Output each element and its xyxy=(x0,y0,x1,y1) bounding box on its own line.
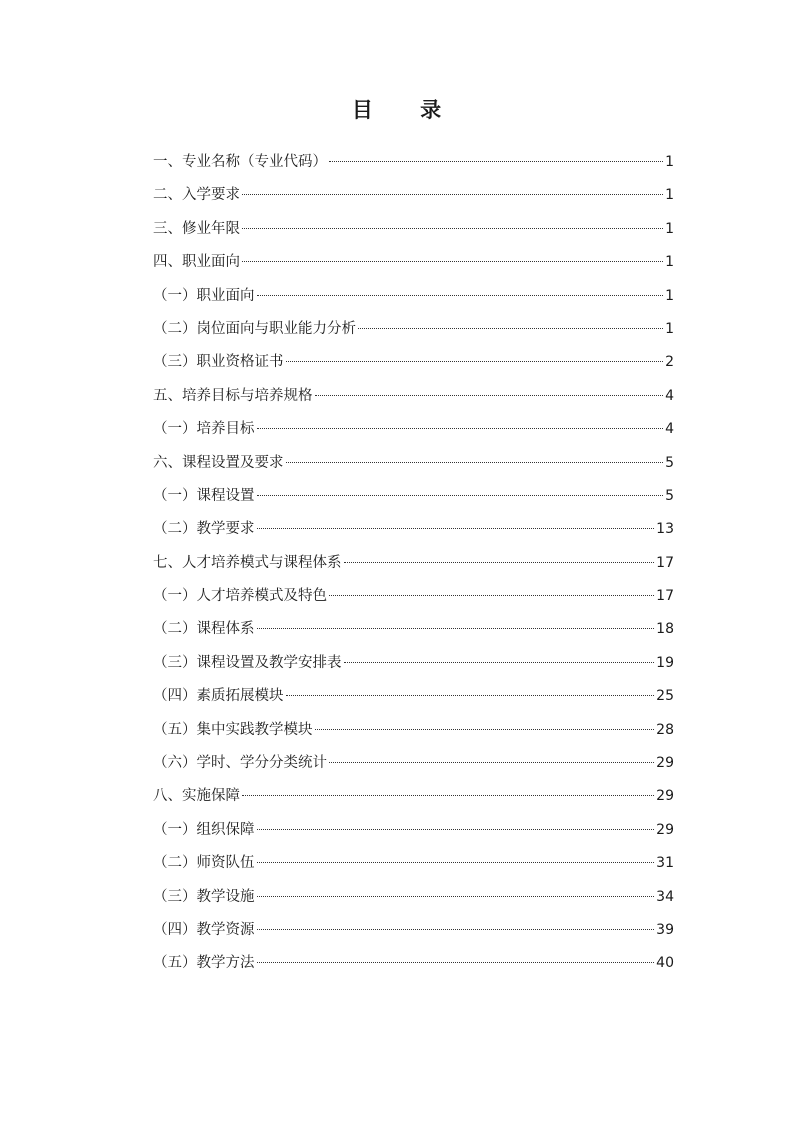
toc-entry-page-number: 4 xyxy=(665,387,674,404)
toc-entry-page-number: 39 xyxy=(656,921,674,938)
toc-entry-label: 二、入学要求 xyxy=(153,187,240,204)
toc-entry-label: （三）课程设置及教学安排表 xyxy=(153,654,342,671)
toc-dot-leader xyxy=(344,662,655,663)
toc-entry[interactable] xyxy=(153,747,674,780)
toc-entry-page-number: 1 xyxy=(665,220,674,237)
toc-entry-page-number: 40 xyxy=(656,955,674,972)
toc-entry-label: （五）教学方法 xyxy=(153,955,255,972)
toc-entry[interactable] xyxy=(153,814,674,847)
toc-entry[interactable] xyxy=(153,413,674,446)
toc-dot-leader xyxy=(257,862,655,863)
toc-entry-page-number: 25 xyxy=(656,688,674,705)
toc-dot-leader xyxy=(257,295,664,296)
toc-entry[interactable] xyxy=(153,346,674,379)
toc-entry[interactable] xyxy=(153,881,674,914)
toc-entry-page-number: 17 xyxy=(656,588,674,605)
toc-entry-page-number: 18 xyxy=(656,621,674,638)
toc-entry-page-number: 4 xyxy=(665,421,674,438)
toc-entry-page-number: 29 xyxy=(656,755,674,772)
toc-entry-label: 七、人才培养模式与课程体系 xyxy=(153,554,342,571)
toc-entry[interactable] xyxy=(153,780,674,813)
toc-title: 目 录 xyxy=(351,98,462,122)
toc-entry[interactable] xyxy=(153,447,674,480)
toc-entry[interactable] xyxy=(153,914,674,947)
toc-entry-page-number: 17 xyxy=(656,554,674,571)
toc-entry-label: （三）教学设施 xyxy=(153,888,255,905)
toc-dot-leader xyxy=(257,528,655,529)
toc-entry[interactable] xyxy=(153,380,674,413)
toc-entry[interactable] xyxy=(153,246,674,279)
toc-entry-page-number: 1 xyxy=(665,154,674,170)
toc-dot-leader xyxy=(257,428,664,429)
toc-entry[interactable] xyxy=(153,580,674,613)
toc-dot-leader xyxy=(242,228,663,229)
toc-entry-page-number: 29 xyxy=(656,821,674,838)
toc-entry-label: （一）人才培养模式及特色 xyxy=(153,588,327,605)
toc-entry-page-number: 2 xyxy=(665,354,674,371)
toc-entry-page-number: 1 xyxy=(665,320,674,337)
toc-entry[interactable] xyxy=(153,280,674,313)
toc-entry-label: （一）职业面向 xyxy=(153,287,255,304)
toc-entry-page-number: 1 xyxy=(665,287,674,304)
toc-dot-leader xyxy=(257,962,655,963)
toc-entry-label: （三）职业资格证书 xyxy=(153,354,284,371)
toc-dot-leader xyxy=(257,896,655,897)
toc-entry[interactable] xyxy=(153,847,674,880)
toc-entry-label: （六）学时、学分分类统计 xyxy=(153,755,327,772)
toc-entry-page-number: 34 xyxy=(656,888,674,905)
toc-dot-leader xyxy=(358,328,663,329)
toc-entry[interactable] xyxy=(153,714,674,747)
toc-entry-label: （二）师资队伍 xyxy=(153,855,255,872)
toc-entry-label: （二）教学要求 xyxy=(153,521,255,538)
toc-entry-label: （二）岗位面向与职业能力分析 xyxy=(153,320,356,337)
toc-entry[interactable] xyxy=(153,213,674,246)
toc-entry[interactable] xyxy=(153,179,674,212)
toc-entry-label: 八、实施保障 xyxy=(153,788,240,805)
toc-entry-label: （二）课程体系 xyxy=(153,621,255,638)
toc-entry-label: （一）组织保障 xyxy=(153,821,255,838)
toc-entry-page-number: 29 xyxy=(656,788,674,805)
toc-dot-leader xyxy=(242,194,663,195)
toc-entry[interactable] xyxy=(153,947,674,980)
toc-entry-page-number: 31 xyxy=(656,855,674,872)
toc-dot-leader xyxy=(257,929,655,930)
toc-entry-page-number: 1 xyxy=(665,187,674,204)
toc-entry-page-number: 28 xyxy=(656,721,674,738)
toc-entry[interactable] xyxy=(153,547,674,580)
toc-dot-leader xyxy=(329,161,663,162)
toc-entry-label: （四）素质拓展模块 xyxy=(153,688,284,705)
toc-entry[interactable] xyxy=(153,613,674,646)
toc-entry[interactable] xyxy=(153,513,674,546)
toc-entry-label: （五）集中实践教学模块 xyxy=(153,721,313,738)
toc-entry-label: （一）培养目标 xyxy=(153,421,255,438)
toc-entry-label: （四）教学资源 xyxy=(153,921,255,938)
toc-entry[interactable] xyxy=(153,480,674,513)
toc-dot-leader xyxy=(286,462,664,463)
toc-entry-page-number: 5 xyxy=(665,454,674,471)
toc-dot-leader xyxy=(242,795,654,796)
toc-dot-leader xyxy=(242,261,663,262)
toc-entry-label: （一）课程设置 xyxy=(153,487,255,504)
toc-entry-page-number: 19 xyxy=(656,654,674,671)
table-of-contents xyxy=(153,146,674,981)
toc-entry[interactable] xyxy=(153,647,674,680)
toc-dot-leader xyxy=(344,562,655,563)
toc-entry-label: 五、培养目标与培养规格 xyxy=(153,387,313,404)
toc-entry-label: 一、专业名称（专业代码） xyxy=(153,154,327,170)
toc-dot-leader xyxy=(286,695,655,696)
toc-entry-label: 六、课程设置及要求 xyxy=(153,454,284,471)
toc-entry-label: 四、职业面向 xyxy=(153,254,240,271)
toc-dot-leader xyxy=(315,729,655,730)
toc-dot-leader xyxy=(329,595,654,596)
toc-entry-label: 三、修业年限 xyxy=(153,220,240,237)
toc-dot-leader xyxy=(257,829,655,830)
toc-entry[interactable] xyxy=(153,146,674,179)
toc-entry-page-number: 1 xyxy=(665,254,674,271)
toc-dot-leader xyxy=(257,628,655,629)
toc-dot-leader xyxy=(329,762,654,763)
toc-dot-leader xyxy=(315,395,664,396)
toc-dot-leader xyxy=(286,361,664,362)
toc-entry[interactable] xyxy=(153,313,674,346)
toc-dot-leader xyxy=(257,495,664,496)
toc-entry[interactable] xyxy=(153,680,674,713)
toc-entry-page-number: 13 xyxy=(656,521,674,538)
toc-entry-page-number: 5 xyxy=(665,487,674,504)
